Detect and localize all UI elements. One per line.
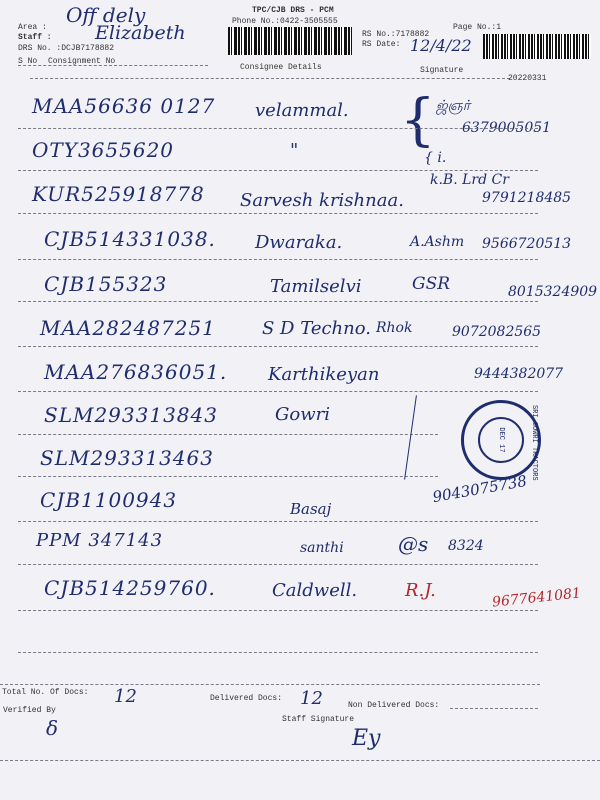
total-docs-label: Total No. Of Docs:	[2, 688, 89, 697]
rs-barcode	[483, 34, 591, 59]
footer-rule	[0, 684, 540, 685]
area-value: Off dely	[66, 3, 146, 27]
header-rule	[18, 65, 208, 66]
row-3-rule	[18, 213, 538, 214]
row-7-consignment: MAA276836051.	[44, 360, 228, 384]
row-2-rule	[18, 170, 538, 171]
row-8-consignee: Gowri	[275, 404, 330, 425]
row-4-consignment: CJB514331038.	[44, 227, 216, 251]
row-1-signature: ஜ்ஞர்	[436, 98, 471, 114]
header-rule-2	[30, 78, 510, 79]
page-number: Page No.:1	[453, 23, 502, 32]
col-sno: S No	[18, 57, 38, 66]
row-2-consignment: OTY3655620	[32, 138, 175, 162]
phone-number: Phone No.:0422-3505555	[232, 17, 338, 26]
non-delivered-rule	[450, 708, 538, 709]
row-2-signature: { i.	[424, 150, 447, 166]
col-consignment: Consignment No	[48, 57, 116, 66]
row-12-consignment: CJB514259760.	[44, 576, 216, 600]
row-2-consignee: "	[290, 140, 299, 161]
row-10-phone: 9043075738	[431, 471, 529, 507]
delivered-docs-value: 12	[300, 688, 323, 709]
delivery-tick	[404, 395, 417, 479]
row-11-phone: 8324	[448, 538, 484, 554]
row-6-phone: 9072082565	[452, 324, 542, 340]
verified-by-signature: ẟ	[46, 716, 59, 740]
delivered-docs-label: Delivered Docs:	[210, 694, 283, 703]
row-11-consignment: PPM 347143	[36, 530, 164, 551]
row-5-consignment: CJB155323	[44, 272, 168, 296]
stamp-date: DEC 17	[478, 417, 524, 463]
stamp-text: SRI GOWRI TRACTORS	[530, 405, 538, 481]
drs-barcode	[228, 27, 352, 55]
col-consignee: Consignee Details	[240, 63, 322, 72]
row-11-consignee: santhi	[300, 540, 344, 556]
total-docs-value: 12	[114, 686, 137, 707]
row-7-consignee: Karthikeyan	[268, 364, 380, 385]
row-8-rule	[18, 434, 438, 435]
bottom-rule	[0, 760, 600, 761]
blank-rule-1	[18, 652, 538, 653]
row-4-consignee: Dwaraka.	[255, 232, 343, 253]
staff-value: Elizabeth	[95, 22, 186, 44]
rs-date-value: 12/4/22	[410, 36, 472, 55]
row-3-consignee: Sarvesh krishnaa.	[240, 190, 404, 211]
row-5-rule	[18, 301, 538, 302]
non-delivered-label: Non Delivered Docs:	[348, 701, 440, 710]
row-6-consignee: S D Techno.	[262, 318, 371, 339]
row-5-phone: 8015324909	[508, 284, 598, 300]
row-7-phone: 9444382077	[474, 366, 564, 382]
date-code: 20220331	[508, 74, 547, 83]
row-3-consignment: KUR525918778	[32, 182, 205, 206]
row-8-consignment: SLM293313843	[44, 403, 218, 427]
row-10-rule	[18, 521, 538, 522]
row-5-signature: GSR	[412, 274, 451, 294]
row-4-signature: A.Ashm	[410, 234, 465, 250]
row-4-rule	[18, 259, 538, 260]
row-3-phone: 9791218485	[482, 190, 572, 206]
row-5-consignee: Tamilselvi	[270, 276, 362, 297]
row-1-consignment: MAA56636 0127	[32, 94, 216, 118]
row-1-consignee: velammal.	[255, 100, 349, 121]
row-9-rule	[18, 476, 438, 477]
row-10-consignee: Basaj	[290, 500, 332, 518]
row-12-signature: R.J.	[405, 580, 436, 601]
brace-mark: {	[400, 88, 436, 153]
drs-number: DRS No. :DCJB7178882	[18, 44, 115, 53]
row-12-rule	[18, 610, 538, 611]
row-11-rule	[18, 564, 538, 565]
row-7-rule	[18, 391, 538, 392]
staff-signature-label: Staff Signature	[282, 715, 355, 724]
rs-number: RS No.:7178882	[362, 30, 430, 39]
staff-signature: Ey	[352, 726, 381, 751]
row-6-consignment: MAA282487251	[40, 316, 216, 340]
company-stamp	[461, 400, 541, 480]
row-4-phone: 9566720513	[482, 236, 572, 252]
row-12-consignee: Caldwell.	[272, 580, 358, 601]
row-11-signature: @s	[398, 532, 429, 556]
row-12-phone: 9677641081	[491, 585, 582, 611]
row-6-rule	[18, 346, 538, 347]
staff-label: Staff :	[18, 33, 52, 42]
rs-date-label: RS Date:	[362, 40, 401, 49]
verified-by-label: Verified By	[3, 706, 56, 715]
area-label: Area :	[18, 23, 47, 32]
row-6-signature: Rhok	[376, 320, 413, 336]
col-signature: Signature	[420, 66, 464, 75]
row-3-signature: k.B. Lrd Cr	[430, 172, 509, 188]
row-1-phone: 6379005051	[462, 120, 552, 136]
document-title: TPC/CJB DRS - PCM	[252, 6, 334, 15]
row-9-consignment: SLM293313463	[40, 446, 214, 470]
row-10-consignment: CJB1100943	[40, 488, 178, 512]
row-1-rule	[18, 128, 538, 129]
